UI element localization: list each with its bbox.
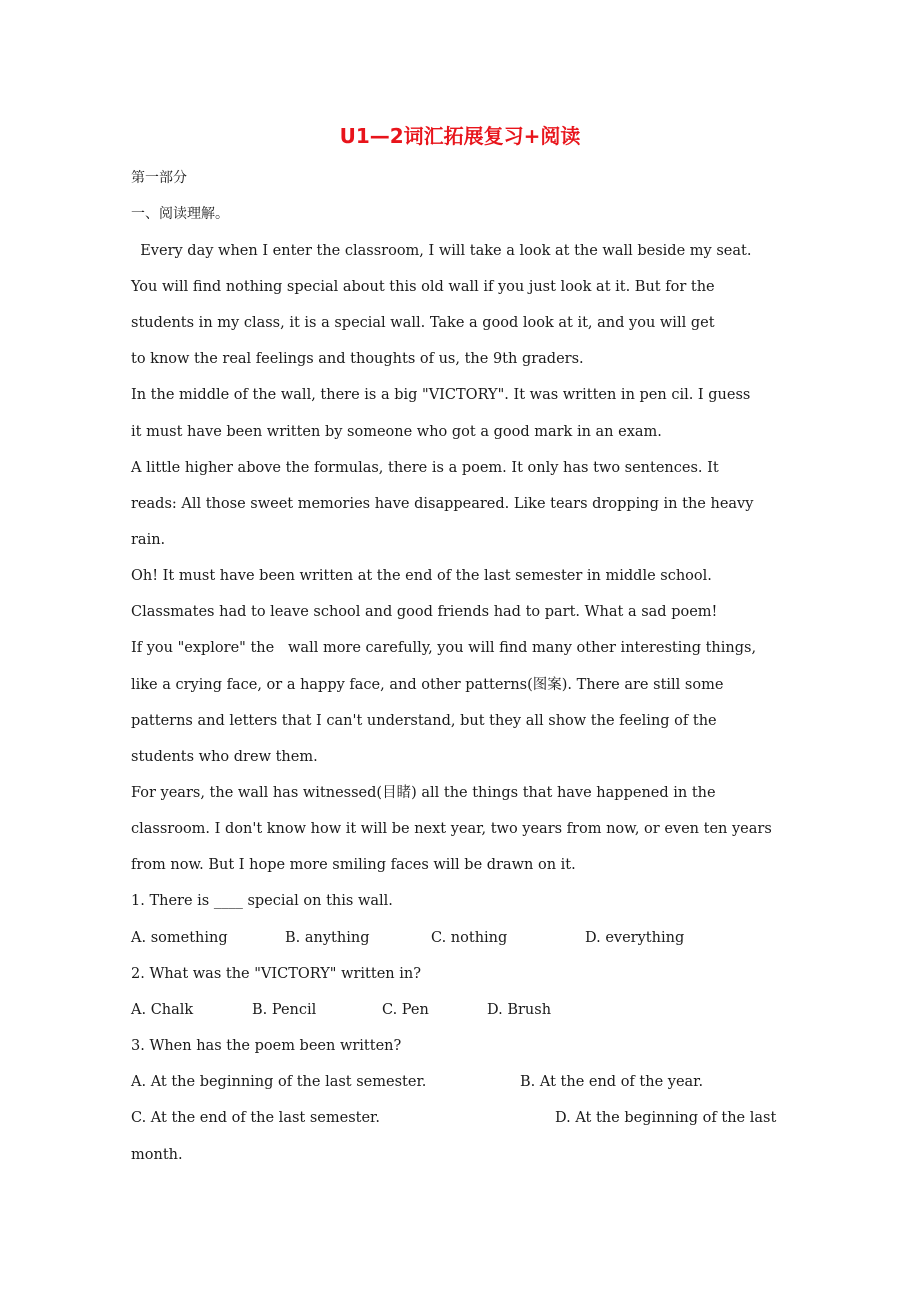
section-heading: 第一部分 [131, 170, 187, 186]
answer-option: C. nothing [431, 930, 508, 946]
passage-line: If you "explore" the wall more carefully, you will find many other interesting things, [131, 640, 757, 656]
passage-line: from now. But I hope more smiling faces will be drawn on it. [131, 857, 576, 873]
passage-line: Classmates had to leave school and good friends had to part. What a sad poem! [131, 604, 718, 620]
passage-line: patterns and letters that I can't understand, but they all show the feeling of the [131, 713, 717, 729]
answer-option: A. something [131, 930, 228, 946]
answer-option: C. At the end of the last semester. [131, 1110, 380, 1126]
question-stem: 2. What was the "VICTORY" written in? [131, 966, 421, 982]
passage-line: students who drew them. [131, 749, 318, 765]
answer-option-continuation: month. [131, 1147, 183, 1163]
passage-line: You will find nothing special about this old wall if you just look at it. But for the [131, 279, 715, 295]
passage-line: like a crying face, or a happy face, and other patterns(图案). There are still some [131, 677, 724, 693]
answer-option: A. Chalk [131, 1002, 194, 1018]
passage-line: rain. [131, 532, 166, 548]
answer-option: A. At the beginning of the last semester. [131, 1074, 427, 1090]
answer-option: C. Pen [382, 1002, 429, 1018]
passage-line: classroom. I don't know how it will be next year, two years from now, or even ten years [131, 821, 772, 837]
answer-option: D. everything [585, 930, 685, 946]
answer-option: D. At the beginning of the last [555, 1110, 777, 1126]
passage-line: A little higher above the formulas, there is a poem. It only has two sentences. It [131, 460, 719, 476]
answer-option: D. Brush [487, 1002, 552, 1018]
answer-option: B. At the end of the year. [520, 1074, 704, 1090]
passage-line: In the middle of the wall, there is a big "VICTORY". It was written in pen cil. I guess [131, 387, 751, 403]
passage-line: Oh! It must have been written at the end of the last semester in middle school. [131, 568, 712, 584]
answer-option: B. Pencil [252, 1002, 317, 1018]
passage-line: For years, the wall has witnessed(目睹) all the things that have happened in the [131, 785, 716, 801]
passage-line: to know the real feelings and thoughts of us, the 9th graders. [131, 351, 584, 367]
document-title: U1—2词汇拓展复习+阅读 [339, 124, 581, 148]
question-stem: 1. There is ____ special on this wall. [131, 893, 393, 909]
passage-line: students in my class, it is a special wall. Take a good look at it, and you will get [131, 315, 715, 331]
passage-line: it must have been written by someone who got a good mark in an exam. [131, 424, 662, 440]
subsection-heading: 一、阅读理解。 [131, 206, 229, 222]
passage-line: reads: All those sweet memories have disappeared. Like tears dropping in the heavy [131, 496, 754, 512]
answer-option: B. anything [285, 930, 370, 946]
question-stem: 3. When has the poem been written? [131, 1038, 402, 1054]
passage-line: Every day when I enter the classroom, I will take a look at the wall beside my seat. [131, 243, 752, 259]
